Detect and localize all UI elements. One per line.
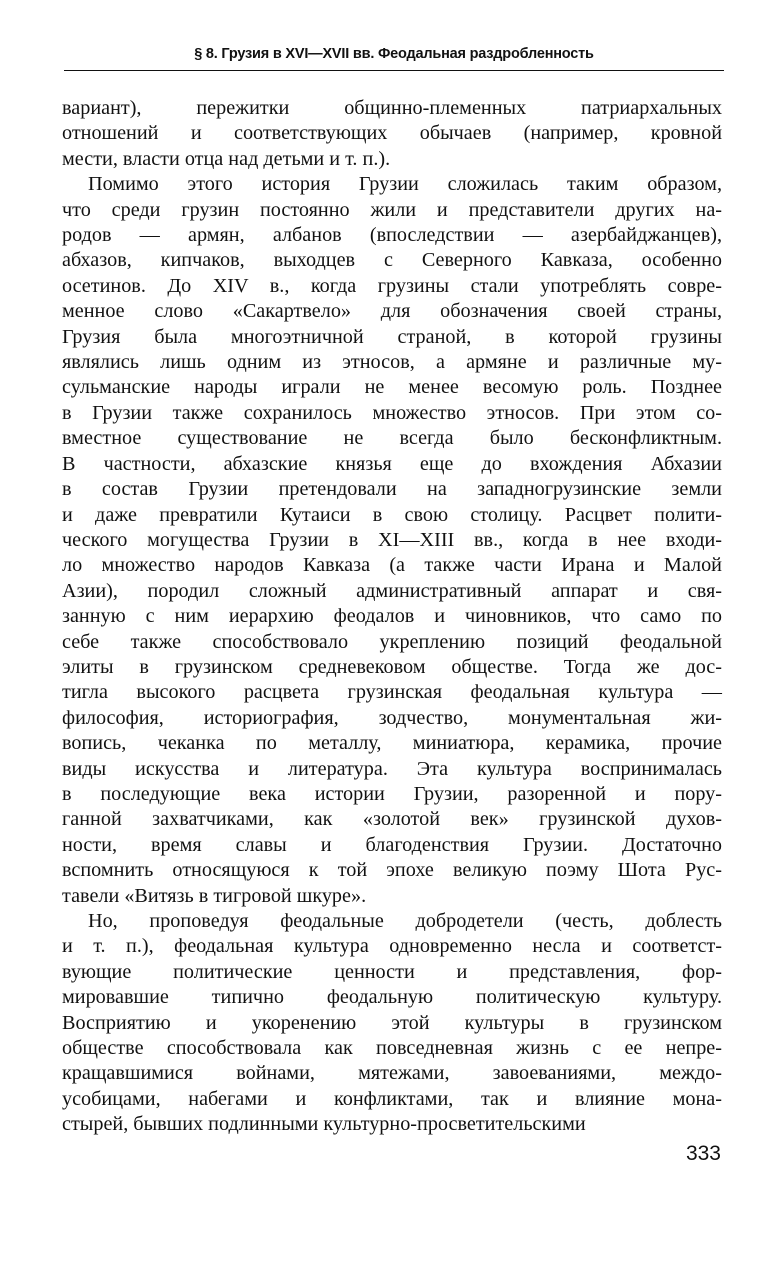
text-line: кращавшимися войнами, мятежами, завоеваниями, междо- [62, 1062, 722, 1085]
text-line: Грузия была многоэтничной страной, в которой грузины [62, 325, 722, 348]
text-line: что среди грузин постоянно жили и представители других на- [62, 198, 722, 221]
text-line: сульманские народы играли не менее весомую роль. Позднее [62, 376, 722, 399]
text-line: ло множество народов Кавказа (а также части Ирана и Малой [62, 554, 722, 577]
text-line: вующие политические ценности и представления, фор- [62, 960, 722, 983]
text-line: Восприятию и укоренению этой культуры в грузинском [62, 1011, 722, 1034]
header-rule [64, 70, 724, 71]
paragraph [62, 96, 722, 172]
text-line: ческого могущества Грузии в XI—XIII вв., когда в нее входи- [62, 528, 722, 551]
text-line: элиты в грузинском средневековом обществе. Тогда же дос- [62, 655, 722, 678]
text-line: мести, власти отца над детьми и т. п.). [62, 147, 391, 170]
paragraph [62, 909, 722, 1138]
text-line: в последующие века истории Грузии, разоренной и пору- [62, 782, 722, 805]
paragraph [62, 172, 722, 909]
text-line: отношений и соответствующих обычаев (например, кровной [62, 122, 722, 145]
text-line: виды искусства и литература. Эта культура воспринималась [62, 757, 722, 780]
text-line: осетинов. До XIV в., когда грузины стали употреблять совре- [62, 274, 722, 297]
text-line: являлись лишь одним из этносов, а армяне и различные му- [62, 351, 722, 374]
text-line: вспомнить относящуюся к той эпохе великую поэму Шота Рус- [62, 859, 722, 882]
text-line: мировавшие типично феодальную политическую культуру. [62, 986, 722, 1009]
text-line: Помимо этого история Грузии сложилась таким образом, [88, 173, 722, 196]
body-text [62, 96, 722, 1138]
text-line: ганной захватчиками, как «золотой век» грузинской духов- [62, 808, 722, 831]
text-line: менное слово «Сакартвело» для обозначения своей страны, [62, 300, 722, 323]
running-header: § 8. Грузия в XVI—XVII вв. Феодальная раздробленность [194, 46, 594, 62]
text-line: тавели «Витязь в тигровой шкуре». [62, 884, 367, 907]
page-number: 333 [685, 1142, 721, 1165]
text-line: вариант), пережитки общинно-племенных патриархальных [62, 97, 722, 119]
text-line: тигла высокого расцвета грузинская феодальная культура — [62, 681, 722, 704]
text-line: и т. п.), феодальная культура одновременно несла и соответст- [62, 935, 722, 958]
text-line: вопись, чеканка по металлу, миниатюра, керамика, прочие [62, 732, 722, 755]
text-line: усобицами, набегами и конфликтами, так и влияние мона- [62, 1087, 722, 1110]
text-line: в Грузии также сохранилось множество этносов. При этом со- [62, 401, 722, 424]
text-line: вместное существование не всегда было бесконфликтным. [62, 427, 722, 450]
text-line: и даже превратили Кутаиси в свою столицу. Расцвет полити- [62, 503, 722, 526]
text-line: В частности, абхазские князья еще до вхождения Абхазии [62, 452, 722, 475]
text-line: стырей, бывших подлинными культурно-просветительскими [62, 1113, 586, 1136]
text-line: абхазов, кипчаков, выходцев с Северного Кавказа, особенно [62, 249, 722, 272]
text-line: ности, время славы и благоденствия Грузии. Достаточно [62, 833, 722, 856]
text-line: занную с ним иерархию феодалов и чиновников, что само по [62, 605, 722, 628]
text-line: Но, проповедуя феодальные добродетели (честь, доблесть [88, 910, 722, 932]
text-line: Азии), породил сложный административный аппарат и свя- [62, 579, 722, 602]
text-line: философия, историография, зодчество, монументальная жи- [62, 706, 722, 729]
text-line: родов — армян, албанов (впоследствии — азербайджанцев), [62, 224, 722, 247]
text-line: обществе способствовала как повседневная жизнь с ее непре- [62, 1037, 722, 1060]
text-line: себе также способствовало укреплению позиций феодальной [62, 630, 722, 653]
text-line: в состав Грузии претендовали на западногрузинские земли [62, 478, 722, 501]
